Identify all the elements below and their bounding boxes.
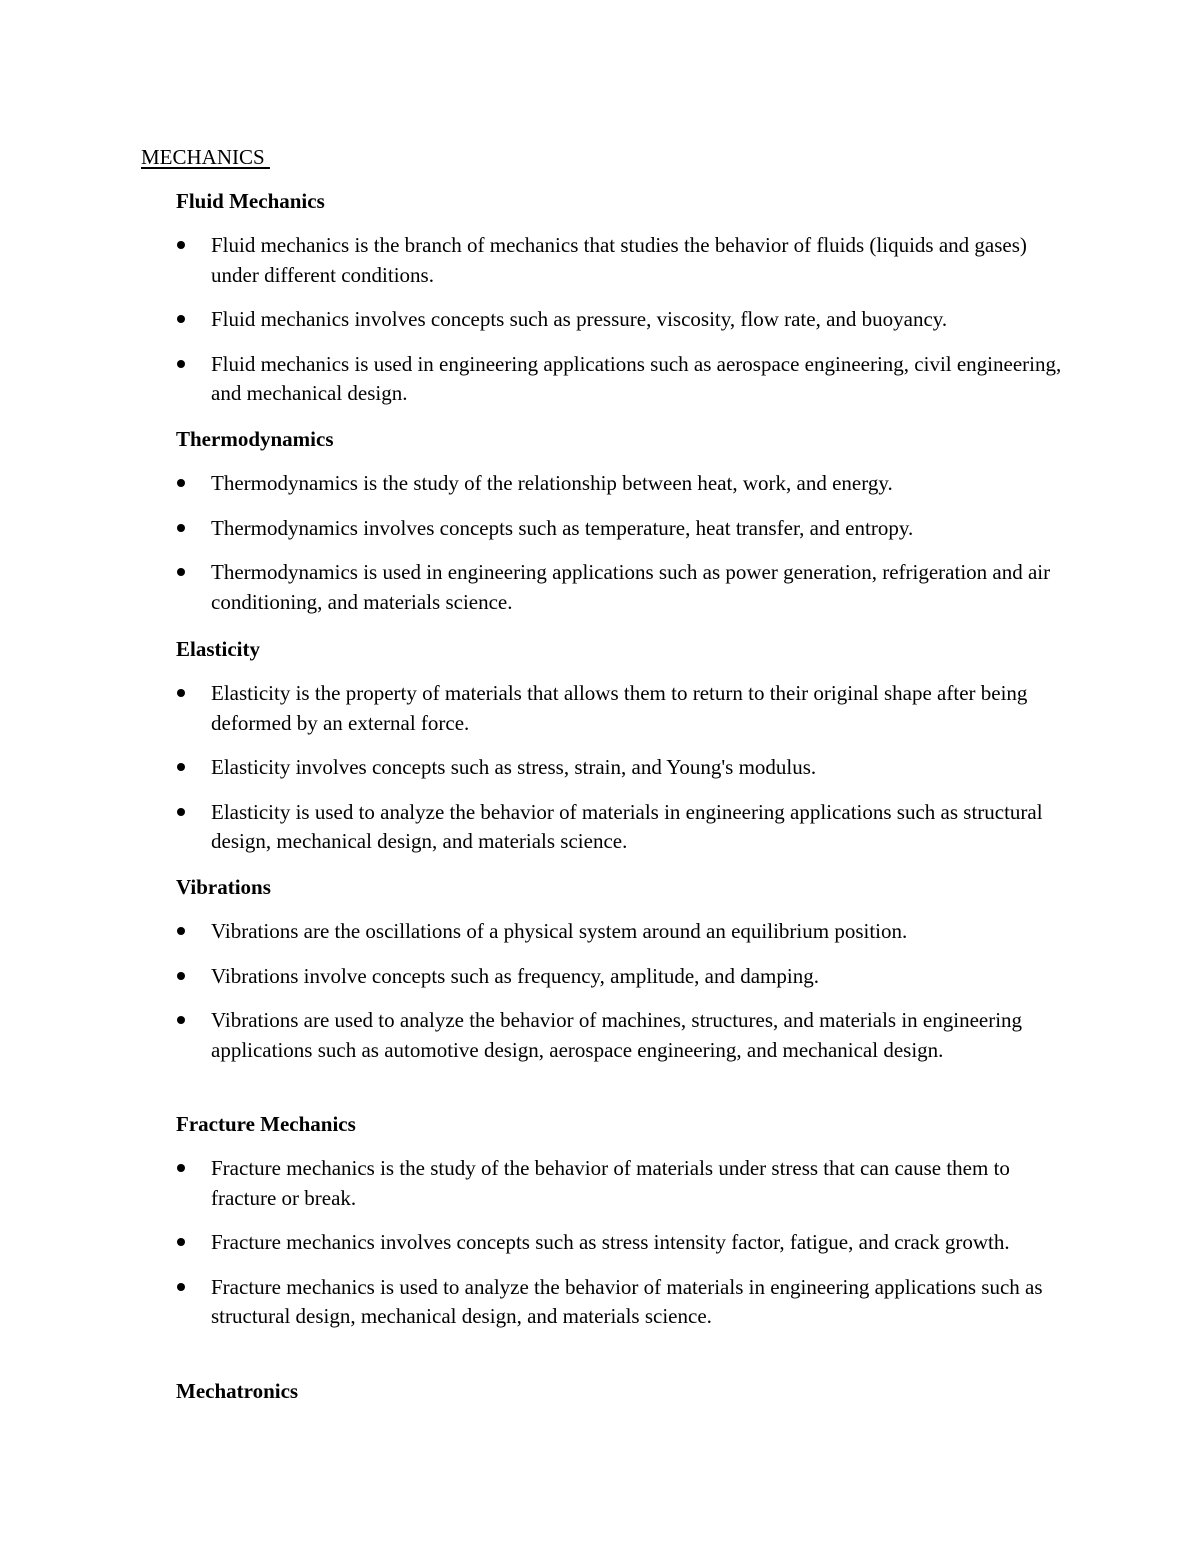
- bullet-icon: [177, 1164, 185, 1172]
- list-item-text: Fluid mechanics is the branch of mechanics that studies the behavior of fluids (liquids and gases) under different conditions.: [211, 233, 1027, 287]
- bullet-icon: [177, 360, 185, 368]
- bullet-list: [176, 231, 1066, 409]
- section-heading: Elasticity: [176, 637, 260, 661]
- section-mechatronics: [176, 1376, 1066, 1406]
- list-item-text: Thermodynamics is used in engineering applications such as power generation, refrigeration and air conditioning, and materials science.: [211, 560, 1051, 614]
- list-item-text: Fracture mechanics is the study of the behavior of materials under stress that can cause them to fracture or break.: [211, 1156, 1010, 1210]
- section-fracture-mechanics: [176, 1109, 1066, 1332]
- section-heading: Vibrations: [176, 875, 271, 899]
- list-item: [176, 350, 1066, 409]
- document-title: MECHANICS: [141, 145, 270, 169]
- bullet-icon: [177, 1238, 185, 1246]
- bullet-icon: [177, 1283, 185, 1291]
- list-item-text: Fracture mechanics is used to analyze the behavior of materials in engineering applications such as structural design, mechanical design, and materials science.: [211, 1274, 1043, 1328]
- list-item: [176, 1273, 1066, 1332]
- bullet-icon: [177, 808, 185, 816]
- section-vibrations: [176, 872, 1066, 1065]
- bullet-list: [176, 1154, 1066, 1332]
- list-item: [176, 917, 1066, 947]
- list-item-text: Thermodynamics is the study of the relationship between heat, work, and energy.: [211, 471, 893, 495]
- list-item-text: Fracture mechanics involves concepts such as stress intensity factor, fatigue, and crack growth.: [211, 1230, 1010, 1254]
- section-fluid-mechanics: [176, 186, 1066, 409]
- bullet-icon: [177, 689, 185, 697]
- list-item-text: Vibrations involve concepts such as frequency, amplitude, and damping.: [211, 963, 819, 988]
- list-item: [176, 469, 1066, 499]
- bullet-list: [176, 679, 1066, 857]
- bullet-icon: [177, 241, 185, 249]
- section-heading: Fluid Mechanics: [176, 189, 325, 213]
- list-item: [176, 1154, 1066, 1213]
- list-item-text: Fluid mechanics involves concepts such as pressure, viscosity, flow rate, and buoyancy.: [211, 307, 948, 331]
- list-item: [176, 679, 1066, 738]
- list-item: [176, 1228, 1066, 1258]
- list-item-text: Elasticity is the property of materials that allows them to return to their original shape after being deformed by an external force.: [211, 681, 1028, 735]
- list-item: [176, 962, 1066, 992]
- list-item: [176, 1006, 1066, 1065]
- list-item: [176, 558, 1066, 617]
- section-heading: Mechatronics: [176, 1379, 299, 1403]
- list-item: [176, 514, 1066, 544]
- bullet-icon: [177, 927, 185, 935]
- bullet-icon: [177, 763, 185, 771]
- bullet-list: [176, 917, 1066, 1065]
- bullet-icon: [177, 972, 185, 980]
- list-item-text: Fluid mechanics is used in engineering applications such as aerospace engineering, civil engineering, and mechanical design.: [211, 351, 1062, 405]
- bullet-icon: [177, 568, 185, 576]
- section-thermodynamics: [176, 424, 1066, 617]
- list-item-text: Vibrations are used to analyze the behavior of machines, structures, and materials in engineering applications such as automotive design, aerospace engineering, and mechanical design.: [211, 1008, 1023, 1062]
- section-heading: Thermodynamics: [176, 427, 334, 451]
- bullet-icon: [177, 479, 185, 487]
- list-item-text: Elasticity involves concepts such as stress, strain, and Young's modulus.: [211, 755, 817, 779]
- section-elasticity: [176, 634, 1066, 857]
- list-item-text: Thermodynamics involves concepts such as temperature, heat transfer, and entropy.: [211, 515, 914, 540]
- list-item: [176, 231, 1066, 290]
- bullet-icon: [177, 1016, 185, 1024]
- bullet-icon: [177, 524, 185, 532]
- list-item: [176, 305, 1066, 335]
- list-item: [176, 753, 1066, 783]
- list-item-text: Elasticity is used to analyze the behavior of materials in engineering applications such as structural design, mechanical design, and materials science.: [211, 799, 1043, 853]
- list-item: [176, 798, 1066, 857]
- bullet-icon: [177, 315, 185, 323]
- list-item-text: Vibrations are the oscillations of a physical system around an equilibrium position.: [211, 919, 908, 943]
- section-heading: Fracture Mechanics: [176, 1112, 356, 1136]
- bullet-list: [176, 469, 1066, 617]
